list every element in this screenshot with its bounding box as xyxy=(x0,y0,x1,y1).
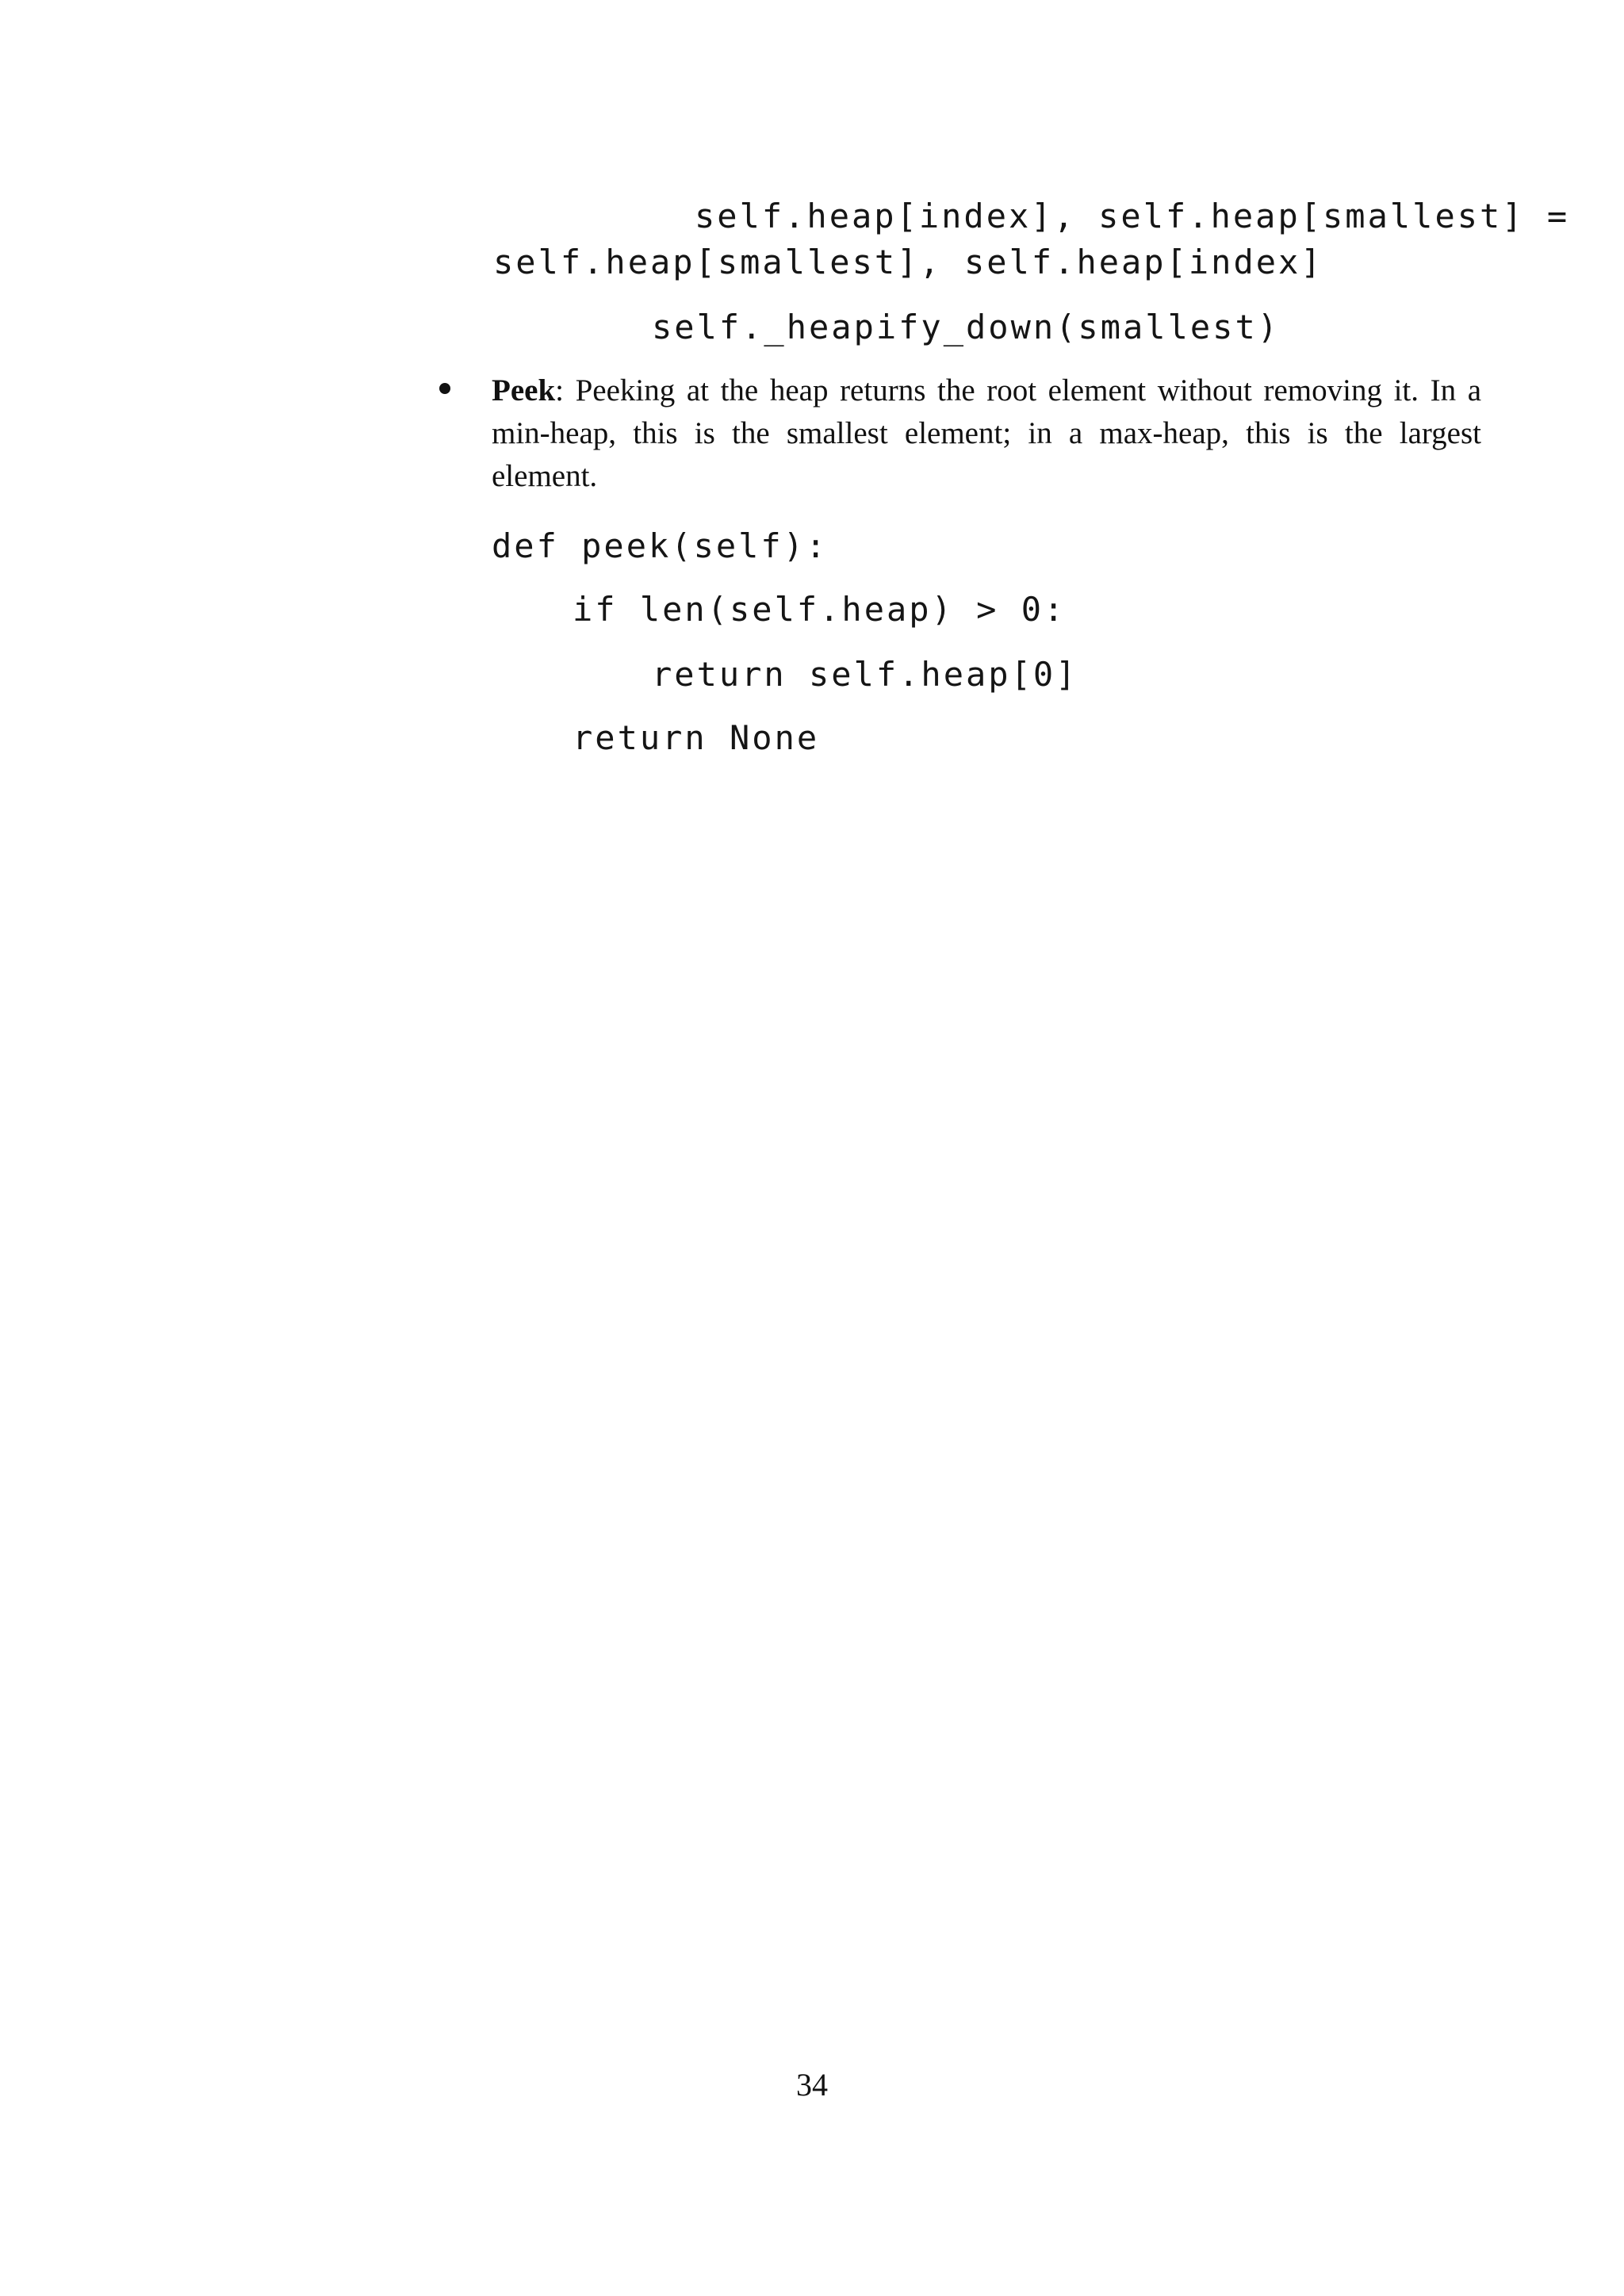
code-line-return-none: return None xyxy=(573,718,820,757)
code-line-swap-left: self.heap[index], self.heap[smallest] = xyxy=(695,197,1570,235)
peek-paragraph xyxy=(492,369,1481,498)
peek-description: : Peeking at the heap returns the root element without removing it. In a min-heap, this is the smallest element; in a max-heap, this is the largest element. xyxy=(492,373,1481,493)
code-line-swap-right: self.heap[smallest], self.heap[index] xyxy=(493,243,1323,281)
code-line-if-len: if len(self.heap) > 0: xyxy=(573,590,1067,629)
page-number: 34 xyxy=(796,2067,828,2103)
code-line-return-heap: return self.heap[0] xyxy=(652,655,1078,694)
code-line-heapify-down: self._heapify_down(smallest) xyxy=(652,308,1281,346)
bullet-marker xyxy=(439,383,450,394)
peek-term: Peek xyxy=(492,373,556,408)
code-line-def-peek: def peek(self): xyxy=(492,526,829,565)
